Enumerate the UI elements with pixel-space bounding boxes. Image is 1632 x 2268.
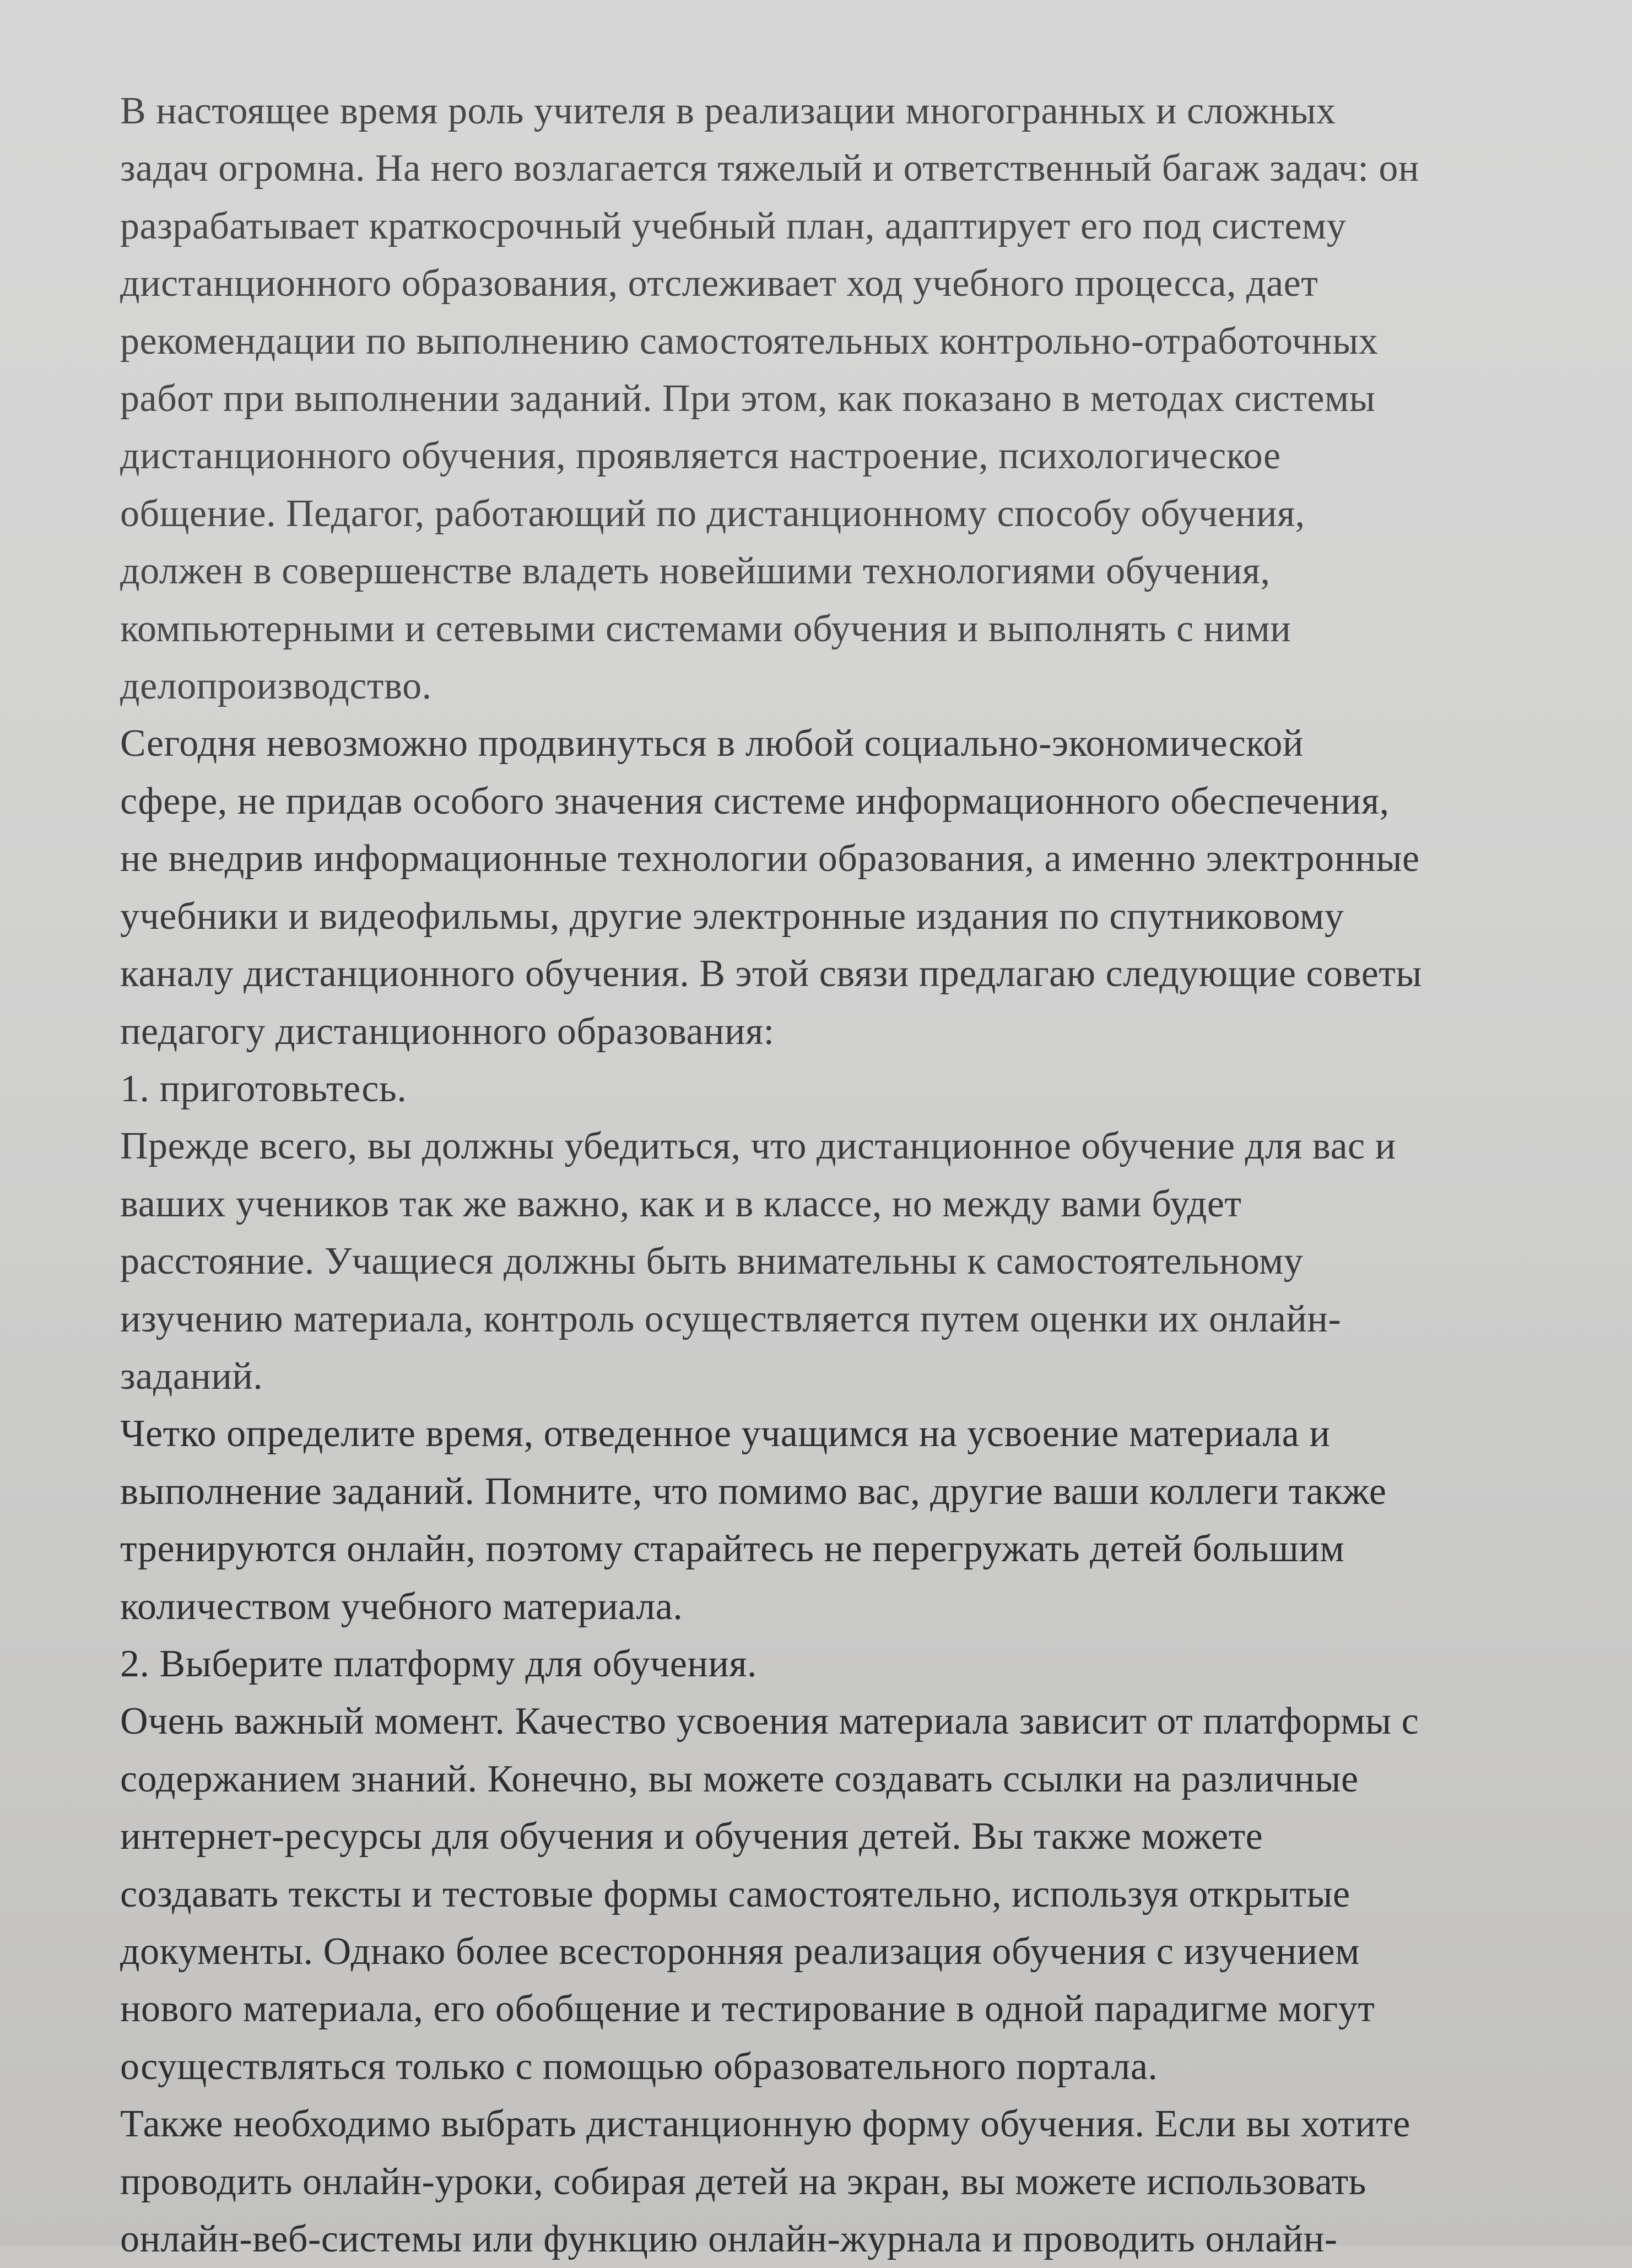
text-line: разрабатывает краткосрочный учебный план, адаптирует его под систему bbox=[120, 204, 1347, 247]
text-line: учебники и видеофильмы, другие электронные издания по спутниковому bbox=[120, 895, 1344, 938]
text-line: делопроизводство. bbox=[120, 665, 432, 708]
text-line: тренируются онлайн, поэтому старайтесь не перегружать детей большим bbox=[120, 1528, 1345, 1571]
text-line: интернет-ресурсы для обучения и обучения детей. Вы также можете bbox=[120, 1815, 1263, 1858]
text-line: 1. приготовьтесь. bbox=[120, 1067, 407, 1110]
text-line: Прежде всего, вы должны убедиться, что дистанционное обучение для вас и bbox=[120, 1125, 1396, 1168]
text-line: работ при выполнении заданий. При этом, как показано в методах системы bbox=[120, 377, 1376, 420]
text-line: 2. Выберите платформу для обучения. bbox=[120, 1642, 758, 1685]
text-line: Также необходимо выбрать дистанционную форму обучения. Если вы хотите bbox=[120, 2103, 1411, 2146]
text-line: выполнение заданий. Помните, что помимо вас, другие ваши коллеги также bbox=[120, 1470, 1387, 1513]
text-line: изучению материала, контроль осуществляется путем оценки их онлайн- bbox=[120, 1297, 1342, 1340]
text-line: Очень важный момент. Качество усвоения материала зависит от платформы с bbox=[120, 1700, 1419, 1743]
text-line: документы. Однако более всесторонняя реализация обучения с изучением bbox=[120, 1930, 1360, 1973]
text-line: задач огромна. На него возлагается тяжелый и ответственный багаж задач: он bbox=[120, 147, 1419, 190]
text-line: проводить онлайн-уроки, собирая детей на экран, вы можете использовать bbox=[120, 2160, 1366, 2203]
text-line: сфере, не придав особого значения системе информационного обеспечения, bbox=[120, 780, 1390, 822]
text-line: осуществляться только с помощью образовательного портала. bbox=[120, 2045, 1158, 2088]
text-line: компьютерными и сетевыми системами обучения и выполнять с ними bbox=[120, 607, 1291, 650]
text-line: не внедрив информационные технологии образования, а именно электронные bbox=[120, 837, 1420, 880]
text-line: количеством учебного материала. bbox=[120, 1585, 683, 1628]
text-line: дистанционного образования, отслеживает ход учебного процесса, дает bbox=[120, 262, 1318, 305]
text-line: ваших учеников так же важно, как и в классе, но между вами будет bbox=[120, 1182, 1242, 1225]
text-line: расстояние. Учащиеся должны быть внимательны к самостоятельному bbox=[120, 1240, 1304, 1283]
text-line: создавать тексты и тестовые формы самостоятельно, используя открытые bbox=[120, 1872, 1350, 1915]
text-line: должен в совершенстве владеть новейшими технологиями обучения, bbox=[120, 550, 1271, 593]
text-line: нового материала, его обобщение и тестирование в одной парадигме могут bbox=[120, 1988, 1375, 2031]
text-line: рекомендации по выполнению самостоятельных контрольно-отработочных bbox=[120, 320, 1379, 362]
text-line: Четко определите время, отведенное учащимся на усвоение материала и bbox=[120, 1412, 1331, 1455]
text-line: общение. Педагог, работающий по дистанционному способу обучения, bbox=[120, 492, 1305, 535]
text-line: педагогу дистанционного образования: bbox=[120, 1010, 775, 1053]
text-line: В настоящее время роль учителя в реализации многогранных и сложных bbox=[120, 90, 1336, 132]
text-line: заданий. bbox=[120, 1355, 263, 1398]
text-line: дистанционного обучения, проявляется настроение, психологическое bbox=[120, 435, 1281, 478]
text-line: каналу дистанционного обучения. В этой связи предлагаю следующие советы bbox=[120, 952, 1422, 995]
text-line: содержанием знаний. Конечно, вы можете создавать ссылки на различные bbox=[120, 1757, 1359, 1800]
text-line: Сегодня невозможно продвинуться в любой социально-экономической bbox=[120, 722, 1304, 765]
text-line: онлайн-веб-системы или функцию онлайн-журнала и проводить онлайн- bbox=[120, 2218, 1338, 2261]
